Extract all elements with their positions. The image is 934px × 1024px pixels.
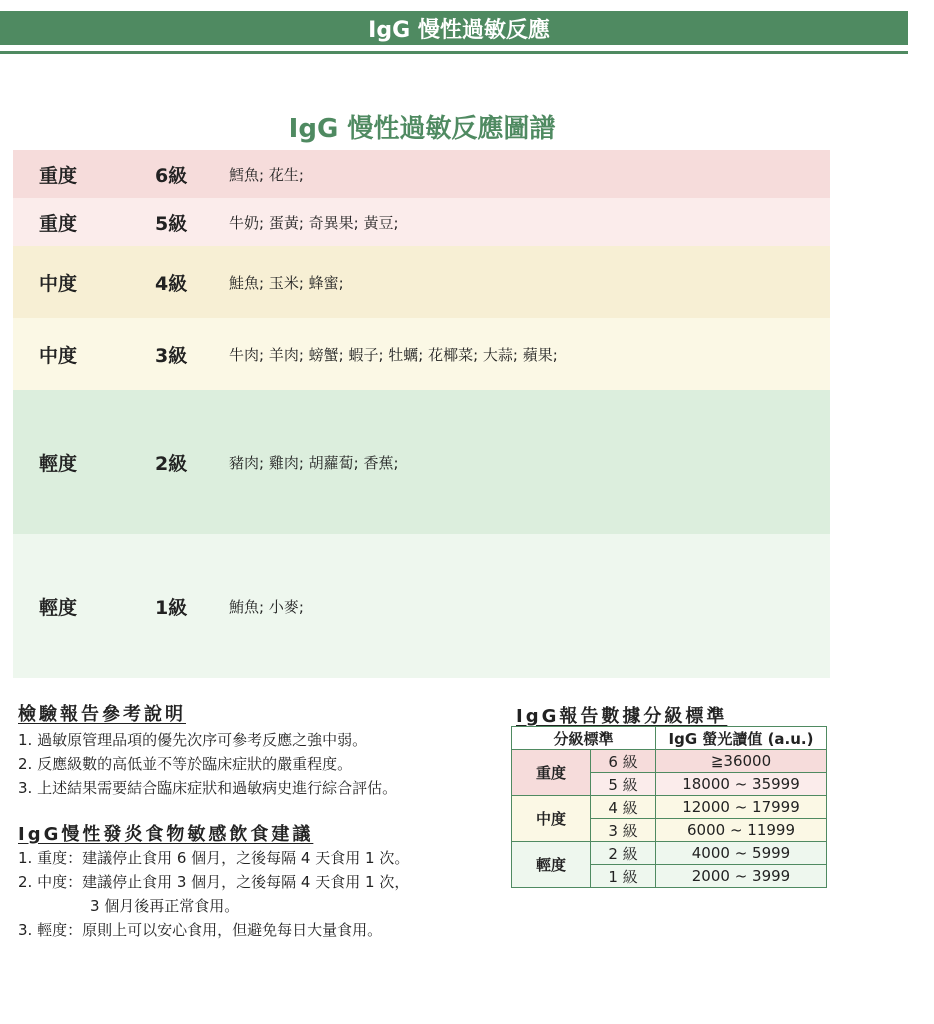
grading-level: 2 級 (591, 842, 656, 865)
grading-header-value: IgG 螢光讀值 (a.u.) (656, 727, 827, 750)
grading-title: IgG報告數據分級標準 (516, 706, 728, 727)
grading-severity-heavy: 重度 (512, 750, 591, 796)
severity-label: 中度 (39, 272, 78, 295)
reference-item: 3. 上述結果需要結合臨床症狀和過敏病史進行綜合評估。 (18, 779, 398, 797)
grading-level: 3 級 (591, 819, 656, 842)
diet-title: IgG慢性發炎食物敏感飲食建議 (18, 824, 314, 845)
reference-item: 1. 過敏原管理品項的優先次序可參考反應之強中弱。 (18, 731, 368, 749)
grading-range: 12000 ~ 17999 (656, 796, 827, 819)
level-label: 1級 (155, 596, 188, 619)
level-label: 4級 (155, 272, 188, 295)
grading-severity-mid: 中度 (512, 796, 591, 842)
chart-row-level-2 (13, 390, 830, 534)
severity-label: 重度 (39, 212, 78, 235)
grading-severity-light: 輕度 (512, 842, 591, 888)
page-header (0, 11, 908, 45)
severity-label: 中度 (39, 344, 78, 367)
chart-row-level-4 (13, 246, 830, 318)
chart-row-level-6 (13, 150, 830, 198)
grading-range: 2000 ~ 3999 (656, 865, 827, 888)
food-list: 豬肉; 雞肉; 胡蘿蔔; 香蕉; (229, 453, 399, 472)
grading-table (511, 726, 827, 888)
level-label: 5級 (155, 212, 188, 235)
grading-level: 5 級 (591, 773, 656, 796)
table-row (512, 842, 827, 865)
diet-item: 3. 輕度：原則上可以安心食用，但避免每日大量食用。 (18, 921, 383, 939)
chart-title: IgG 慢性過敏反應圖譜 (288, 114, 556, 144)
diet-notes (18, 846, 409, 942)
reference-title: 檢驗報告參考說明 (18, 704, 186, 725)
grading-range: 4000 ~ 5999 (656, 842, 827, 865)
level-label: 3級 (155, 344, 188, 367)
diet-item: 2. 中度：建議停止食用 3 個月，之後每隔 4 天食用 1 次， (18, 873, 410, 891)
diet-item: 1. 重度：建議停止食用 6 個月，之後每隔 4 天食用 1 次。 (18, 849, 410, 867)
reference-notes (18, 728, 397, 800)
severity-label: 輕度 (39, 452, 78, 475)
reference-item: 2. 反應級數的高低並不等於臨床症狀的嚴重程度。 (18, 755, 353, 773)
table-row (512, 750, 827, 773)
diet-item: 3 個月後再正常食用。 (90, 897, 240, 915)
grading-range: 6000 ~ 11999 (656, 819, 827, 842)
allergy-chart (13, 150, 830, 678)
grading-range: 18000 ~ 35999 (656, 773, 827, 796)
grading-level: 6 級 (591, 750, 656, 773)
food-list: 鮭魚; 玉米; 蜂蜜; (229, 273, 344, 292)
food-list: 牛奶; 蛋黃; 奇異果; 黃豆; (229, 213, 399, 232)
chart-row-level-3 (13, 318, 830, 390)
table-row (512, 796, 827, 819)
food-list: 鮪魚; 小麥; (229, 597, 304, 616)
header-divider (0, 51, 908, 54)
food-list: 鱈魚; 花生; (229, 165, 304, 184)
chart-row-level-1 (13, 534, 830, 678)
chart-row-level-5 (13, 198, 830, 246)
grading-header-row (512, 727, 827, 750)
grading-level: 4 級 (591, 796, 656, 819)
level-label: 6級 (155, 164, 188, 187)
food-list: 牛肉; 羊肉; 螃蟹; 蝦子; 牡蠣; 花椰菜; 大蒜; 蘋果; (229, 345, 558, 364)
grading-range: ≧36000 (656, 750, 827, 773)
level-label: 2級 (155, 452, 188, 475)
severity-label: 輕度 (39, 596, 78, 619)
header-title: IgG 慢性過敏反應 (368, 17, 550, 43)
severity-label: 重度 (39, 164, 78, 187)
grading-level: 1 級 (591, 865, 656, 888)
grading-header-grade: 分級標準 (512, 727, 656, 750)
